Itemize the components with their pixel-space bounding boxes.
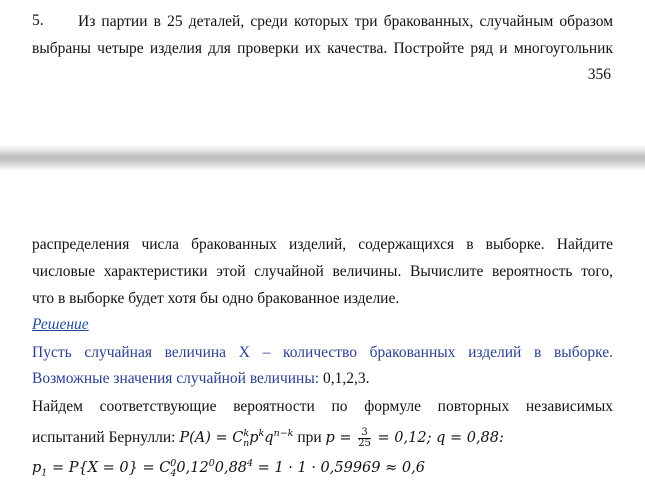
problem-text-line-2: выбраны четыре изделия для проверки их качества. Постройте ряд и многоугольник <box>32 40 613 57</box>
page-number: 356 <box>587 66 611 83</box>
problem-number: 5. <box>32 12 44 29</box>
p1-formula-line: $p_1 = P\{X = 0\} = C^0_40,12^00,88^4 = 1 \cdot 1 \cdot 0,59969 \approx 0,6$ <box>32 458 425 479</box>
pri-word: при <box>293 428 326 446</box>
problem-text-line-3: распределения числа бракованных изделий, содержащихся в выборке. Найдите <box>32 236 613 253</box>
problem-text-line-5: что в выборке будет хотя бы одно бракованное изделие. <box>32 290 400 307</box>
fraction-3-25: $\frac{3}{25}$ <box>358 426 371 449</box>
solution-line-1: Пусть случайная величина X – количество бракованных изделий в выборке. <box>32 344 613 361</box>
solution-heading: Решение <box>32 316 89 333</box>
problem-text-line-4: числовые характеристики этой случайной величины. Вычислите вероятность того, <box>32 263 613 280</box>
solution-line-2 <box>32 369 613 389</box>
bernoulli-formula-line <box>32 424 613 454</box>
p-q-values: = 0,12; q = 0,88: <box>372 429 504 446</box>
page-separator <box>0 145 645 171</box>
bernoulli-text: испытаний Бернулли: <box>32 428 180 446</box>
problem-text-line-1: Из партии в 25 деталей, среди которых три бракованных, случайным образом <box>78 13 613 30</box>
solution-line-3: Найдем соответствующие вероятности по формуле повторных независимых <box>32 398 613 415</box>
bernoulli-formula: $P(A) = C^k_np^kq^{n-k}$ <box>179 428 294 449</box>
possible-values: 0,1,2,3. <box>322 370 370 387</box>
p-equals: p = <box>325 429 357 446</box>
solution-line-2-text: Возможные значения случайной величины: <box>32 370 323 387</box>
